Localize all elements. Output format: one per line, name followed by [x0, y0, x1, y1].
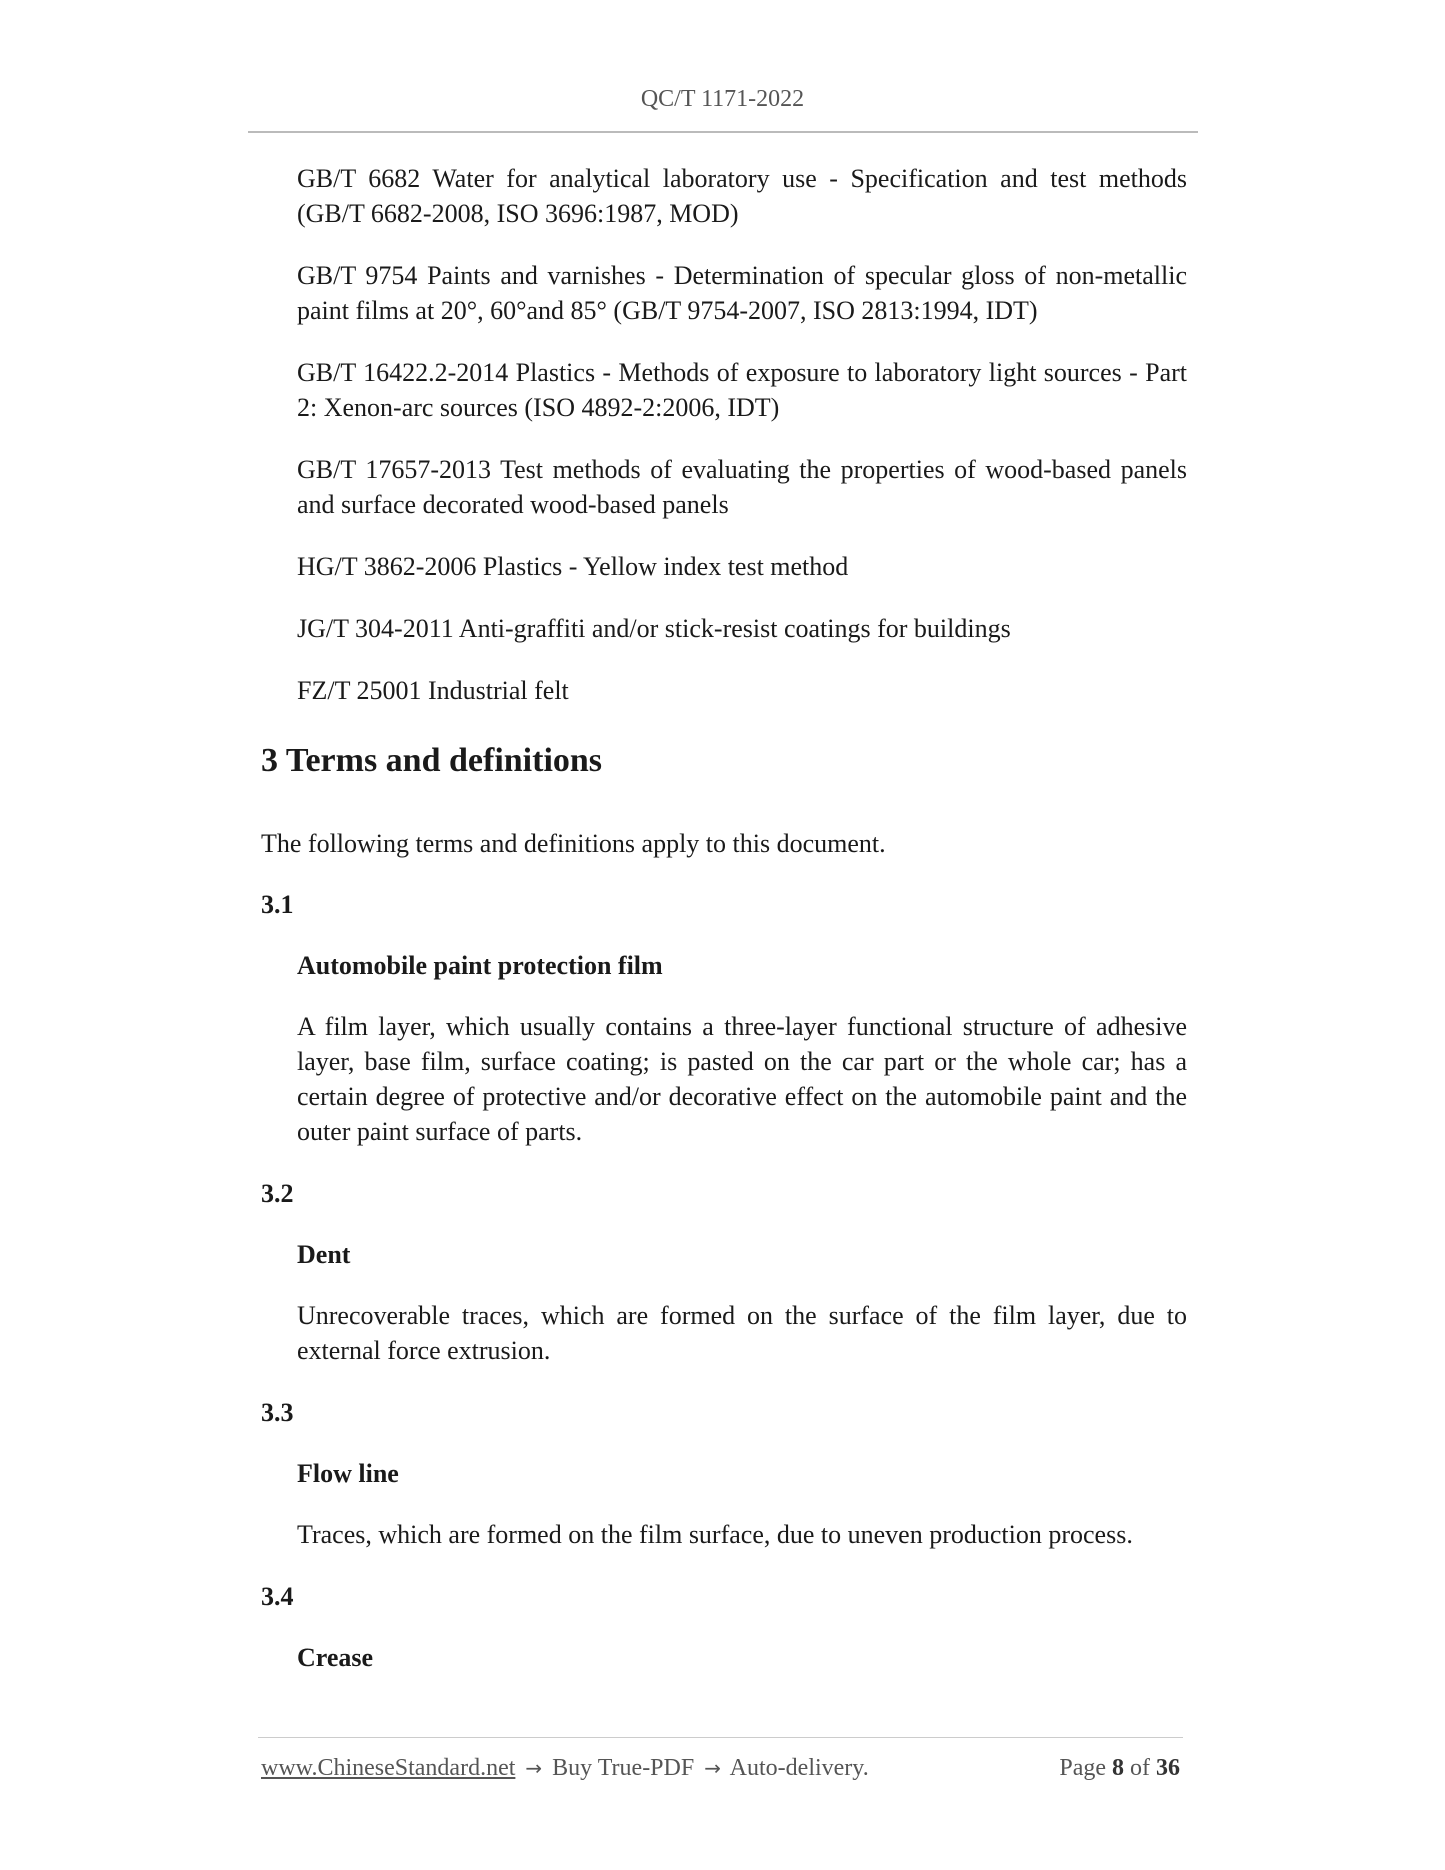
section-intro: The following terms and definitions apply to this document. [261, 829, 886, 858]
term-number: 3.4 [261, 1582, 294, 1611]
document-code: QC/T 1171-2022 [640, 86, 805, 112]
arrow-right-icon: → [525, 1756, 543, 1780]
buy-pdf-text: Buy True-PDF [552, 1755, 695, 1781]
reference-item: GB/T 16422.2-2014 Plastics - Methods of exposure to laboratory light sources - Part 2: Xenon-arc sources (ISO 4892-2:2006, IDT) [297, 358, 1187, 422]
reference-list [297, 161, 1187, 735]
reference-item: GB/T 6682 Water for analytical laboratory use - Specification and test methods (GB/T 6682-2008, ISO 3696:1987, MOD) [297, 164, 1187, 228]
of-label: of [1130, 1755, 1150, 1781]
reference-item: FZ/T 25001 Industrial felt [297, 676, 569, 705]
term-definition: Traces, which are formed on the film surface, due to uneven production process. [297, 1520, 1133, 1549]
reference-item: JG/T 304-2011 Anti-graffiti and/or stick-resist coatings for buildings [297, 614, 1011, 643]
footer-divider [258, 1737, 1183, 1738]
term-number: 3.1 [261, 890, 294, 919]
term-number: 3.3 [261, 1398, 294, 1427]
page-label: Page [1059, 1755, 1106, 1781]
page-indicator [1059, 1752, 1180, 1784]
reference-item: HG/T 3862-2006 Plastics - Yellow index test method [297, 552, 849, 581]
term-number: 3.2 [261, 1179, 294, 1208]
term-name: Dent [297, 1240, 351, 1269]
reference-item: GB/T 17657-2013 Test methods of evaluating the properties of wood-based panels and surface decorated wood-based panels [297, 455, 1187, 519]
term-name: Automobile paint protection film [297, 951, 663, 980]
auto-delivery-text: Auto-delivery. [729, 1755, 869, 1781]
arrow-right-icon: → [704, 1756, 721, 1780]
site-link[interactable]: www.ChineseStandard.net [261, 1755, 516, 1781]
term-name: Crease [297, 1643, 374, 1672]
term-definition: Unrecoverable traces, which are formed on the surface of the film layer, due to external force extrusion. [297, 1301, 1187, 1365]
section-heading: 3 Terms and definitions [261, 742, 603, 779]
header-divider [248, 131, 1198, 133]
term-definition: A film layer, which usually contains a three-layer functional structure of adhesive layer, base film, surface coating; is pasted on the car part or the whole car; has a certain degree of protective and/or decorative effect on the automobile paint and the outer paint surface of parts. [297, 1012, 1187, 1146]
footer-promo [261, 1752, 869, 1784]
page-header [0, 86, 1445, 113]
current-page: 8 [1112, 1755, 1124, 1781]
term-name: Flow line [297, 1459, 399, 1488]
reference-item: GB/T 9754 Paints and varnishes - Determination of specular gloss of non-metallic paint films at 20°, 60°and 85° (GB/T 9754-2007, ISO 2813:1994, IDT) [297, 261, 1187, 325]
total-pages: 36 [1156, 1755, 1180, 1781]
